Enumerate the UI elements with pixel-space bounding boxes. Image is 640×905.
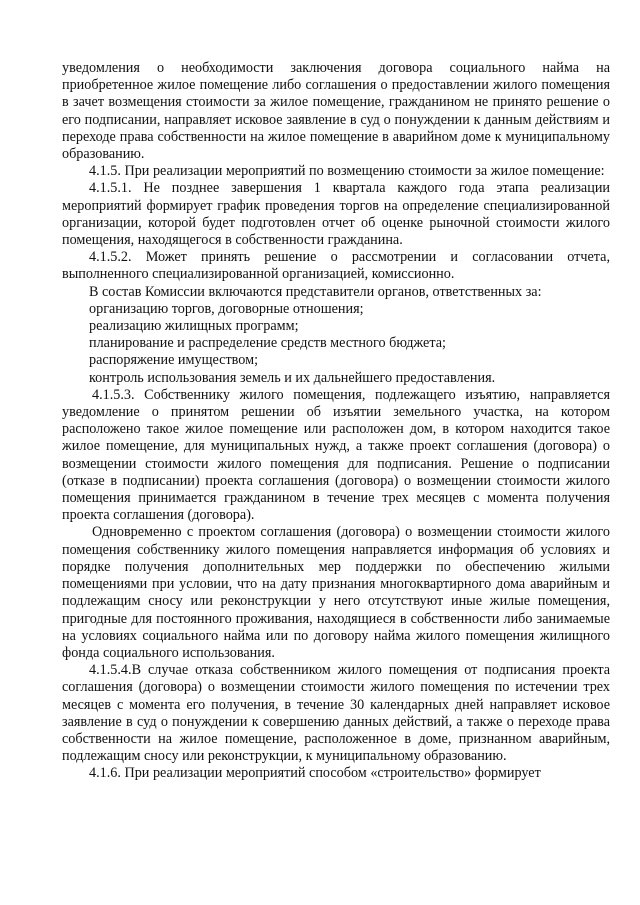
paragraph-intro: уведомления о необходимости заключения договора социального найма на приобретенное жилое помещение либо соглашения о предоставлении жилого помещения в зачет возмещения стоимости за жилое помещение, гражданином не принято решение о его подписании, направляет исковое заявление в суд о понуждении к данным действиям и переходе права собственности на жилое помещение в аварийном доме к муниципальному образованию. xyxy=(62,60,610,163)
paragraph-4-1-6: 4.1.6. При реализации мероприятий способом «строительство» формирует xyxy=(89,765,541,782)
list-item-budget: планирование и распределение средств местного бюджета; xyxy=(89,335,446,352)
paragraph-4-1-5: 4.1.5. При реализации мероприятий по возмещению стоимости за жилое помещение: xyxy=(89,163,605,180)
list-item-auctions: организацию торгов, договорные отношения; xyxy=(89,300,364,317)
paragraph-4-1-5-1: 4.1.5.1. Не позднее завершения 1 квартала каждого года этапа реализации мероприятий формирует график проведения торгов на определение специализированной организации, которой будет подготовлен отчет об оценке рыночной стоимости жилого помещения, находящегося в собственности гражданина. xyxy=(62,180,610,249)
paragraph-4-1-5-2: 4.1.5.2. Может принять решение о рассмотрении и согласовании отчета, выполненного специализированной организацией, комиссионно. xyxy=(62,249,610,283)
paragraph-simultaneously: Одновременно с проектом соглашения (договора) о возмещении стоимости жилого помещения собственнику жилого помещения направляется информация об условиях и порядке получения дополнительных мер поддержки по обеспечению жилыми помещениями при условии, что на дату признания многоквартирного дома аварийным и подлежащим сносу или реконструкции у него отсутствуют иные жилые помещения, пригодные для постоянного проживания, находящиеся в собственности либо занимаемые на условиях социального найма или по договору найма жилого помещения жилищного фонда социального использования. xyxy=(62,524,610,661)
document-page xyxy=(62,60,610,783)
list-item-land-control: контроль использования земель и их дальнейшего предоставления. xyxy=(89,369,496,386)
list-item-property: распоряжение имуществом; xyxy=(89,352,259,369)
list-item-housing-programs: реализацию жилищных программ; xyxy=(89,318,299,335)
paragraph-4-1-5-4: 4.1.5.4.В случае отказа собственником жилого помещения от подписания проекта соглашения (договора) о возмещении стоимости жилого помещения по истечении трех месяцев с момента его получения, в течение 30 календарных дней направляет исковое заявление в суд о понуждении к совершению данных действий, а также о переходе права собственности на жилое помещение, расположенное в доме, признанном аварийным, подлежащим сносу или реконструкции, к муниципальному образованию. xyxy=(62,662,610,765)
paragraph-4-1-5-3: 4.1.5.3. Собственнику жилого помещения, подлежащего изъятию, направляется уведомление о принятом решении об изъятии земельного участка, на котором расположено такое жилое помещение или расположен дом, в котором находится такое жилое помещение, для муниципальных нужд, а также проект соглашения (договора) о возмещении стоимости жилого помещения для подписания. Решение о подписании (отказе в подписании) проекта соглашения (договора) о возмещении стоимости жилого помещения принимается гражданином в течение трех месяцев с момента получения проекта соглашения (договора). xyxy=(62,386,610,524)
paragraph-commission: В состав Комиссии включаются представители органов, ответственных за: xyxy=(89,283,542,300)
